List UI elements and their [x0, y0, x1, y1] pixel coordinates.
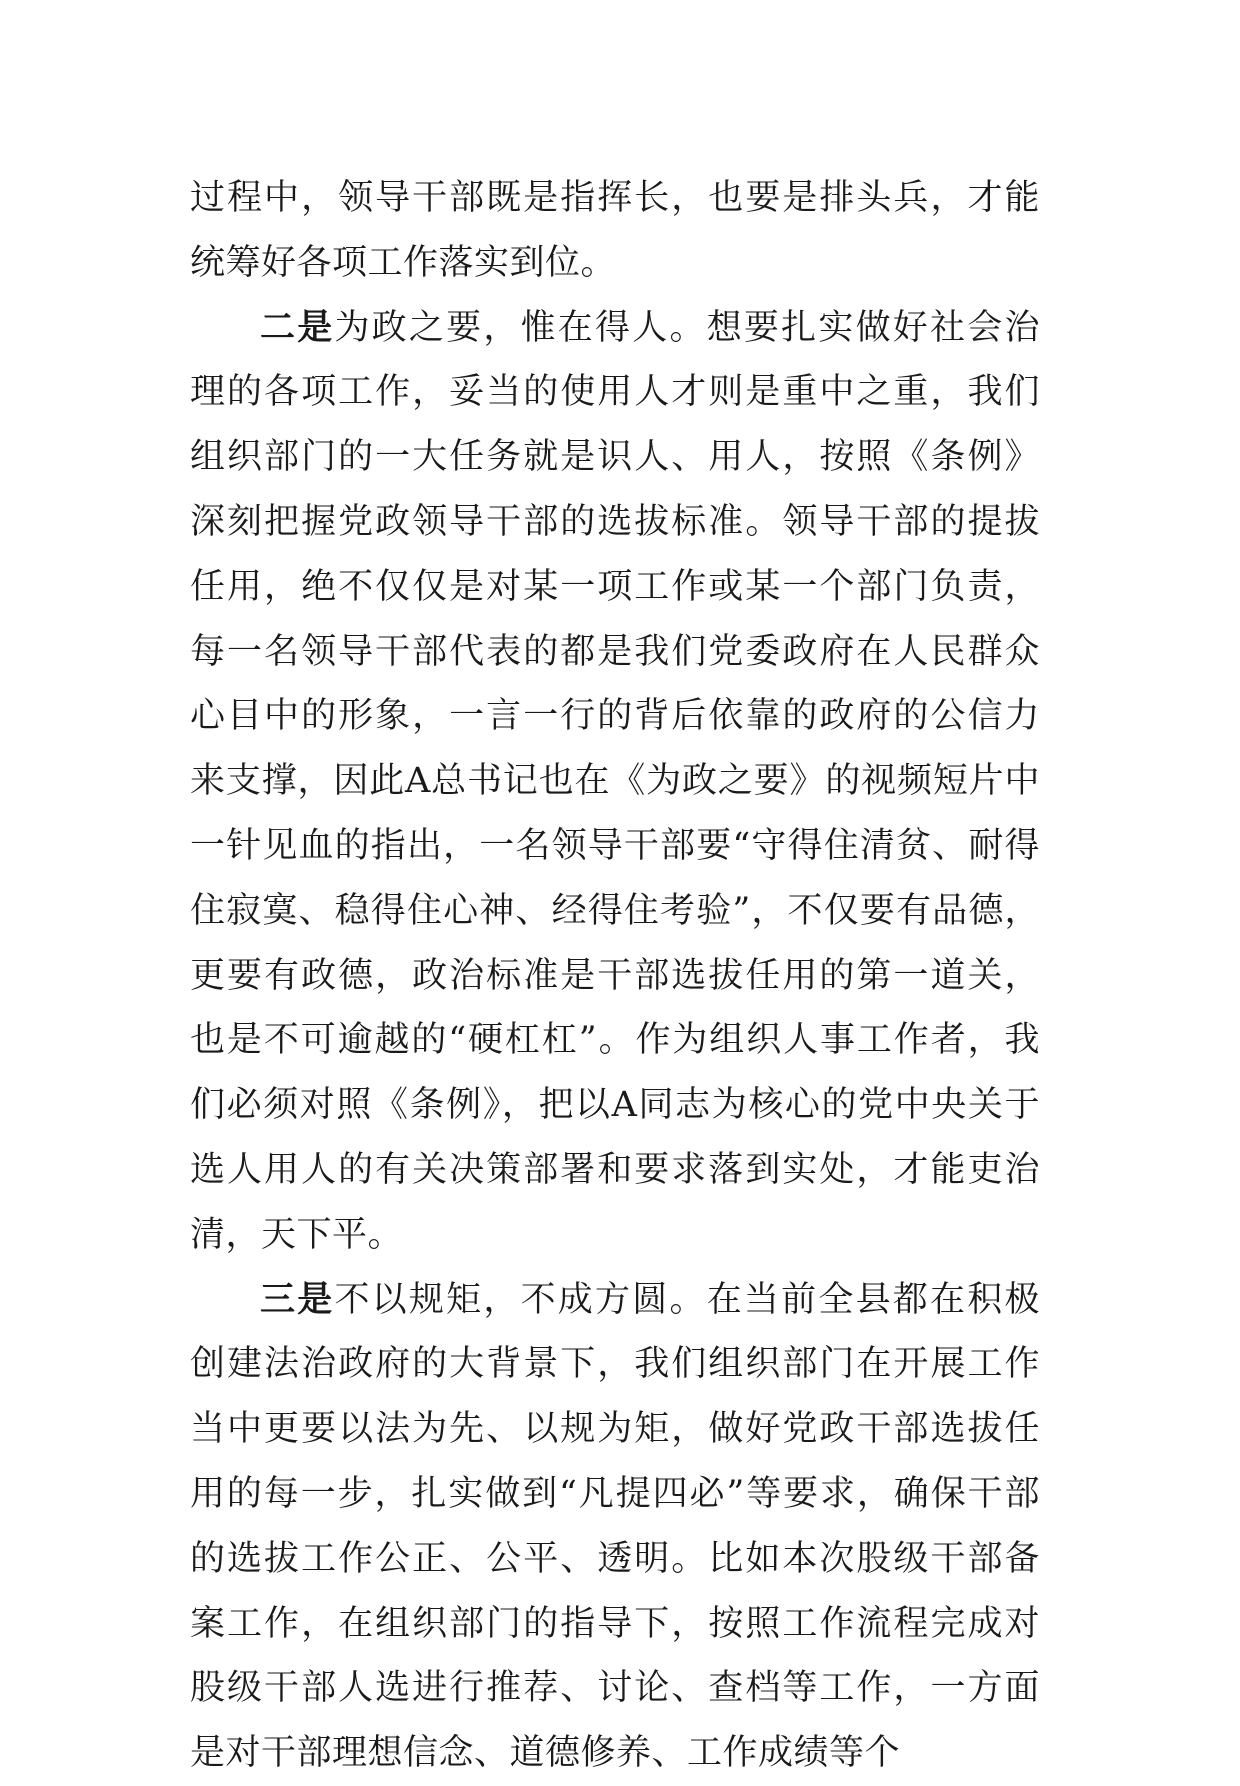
paragraph-1 — [190, 166, 1040, 296]
document-body — [190, 166, 1040, 1786]
paragraph-2-lead: 二是 — [260, 306, 335, 348]
paragraph-3-text: 不以规矩，不成方圆。在当前全县都在积极创建法治政府的大背景下，我们组织部门在开展工作当中更要以法为先、以规为矩，做好党政干部选拔任用的每一步，扎实做到“凡提四必”等要求，确保干部的选拔工作公正、公平、透明。比如本次股级干部备案工作，在组织部门的指导下，按照工作流程完成对股级干部人选进行推荐、讨论、查档等工作，一方面是对干部理想信念、道德修养、工作成绩等个 — [190, 1279, 1040, 1774]
paragraph-3-lead: 三是 — [260, 1278, 335, 1320]
paragraph-2-text: 为政之要，惟在得人。想要扎实做好社会治理的各项工作，妥当的使用人才则是重中之重，我们组织部门的一大任务就是识人、用人，按照《条例》深刻把握党政领导干部的选拔标准。领导干部的提拔任用，绝不仅仅是对某一项工作或某一个部门负责，每一名领导干部代表的都是我们党委政府在人民群众心目中的形象，一言一行的背后依靠的政府的公信力来支撑，因此A总书记也在《为政之要》的视频短片中一针见血的指出，一名领导干部要“守得住清贫、耐得住寂寞、稳得住心神、经得住考验”，不仅要有品德，更要有政德，政治标准是干部选拔任用的第一道关，也是不可逾越的“硬杠杠”。作为组织人事工作者，我们必须对照《条例》，把以A同志为核心的党中央关于选人用人的有关决策部署和要求落到实处，才能吏治清，天下平。 — [190, 307, 1040, 1255]
paragraph-1-text: 过程中，领导干部既是指挥长，也要是排头兵，才能统筹好各项工作落实到位。 — [190, 178, 1040, 283]
paragraph-3 — [190, 1268, 1040, 1786]
paragraph-2 — [190, 296, 1040, 1268]
